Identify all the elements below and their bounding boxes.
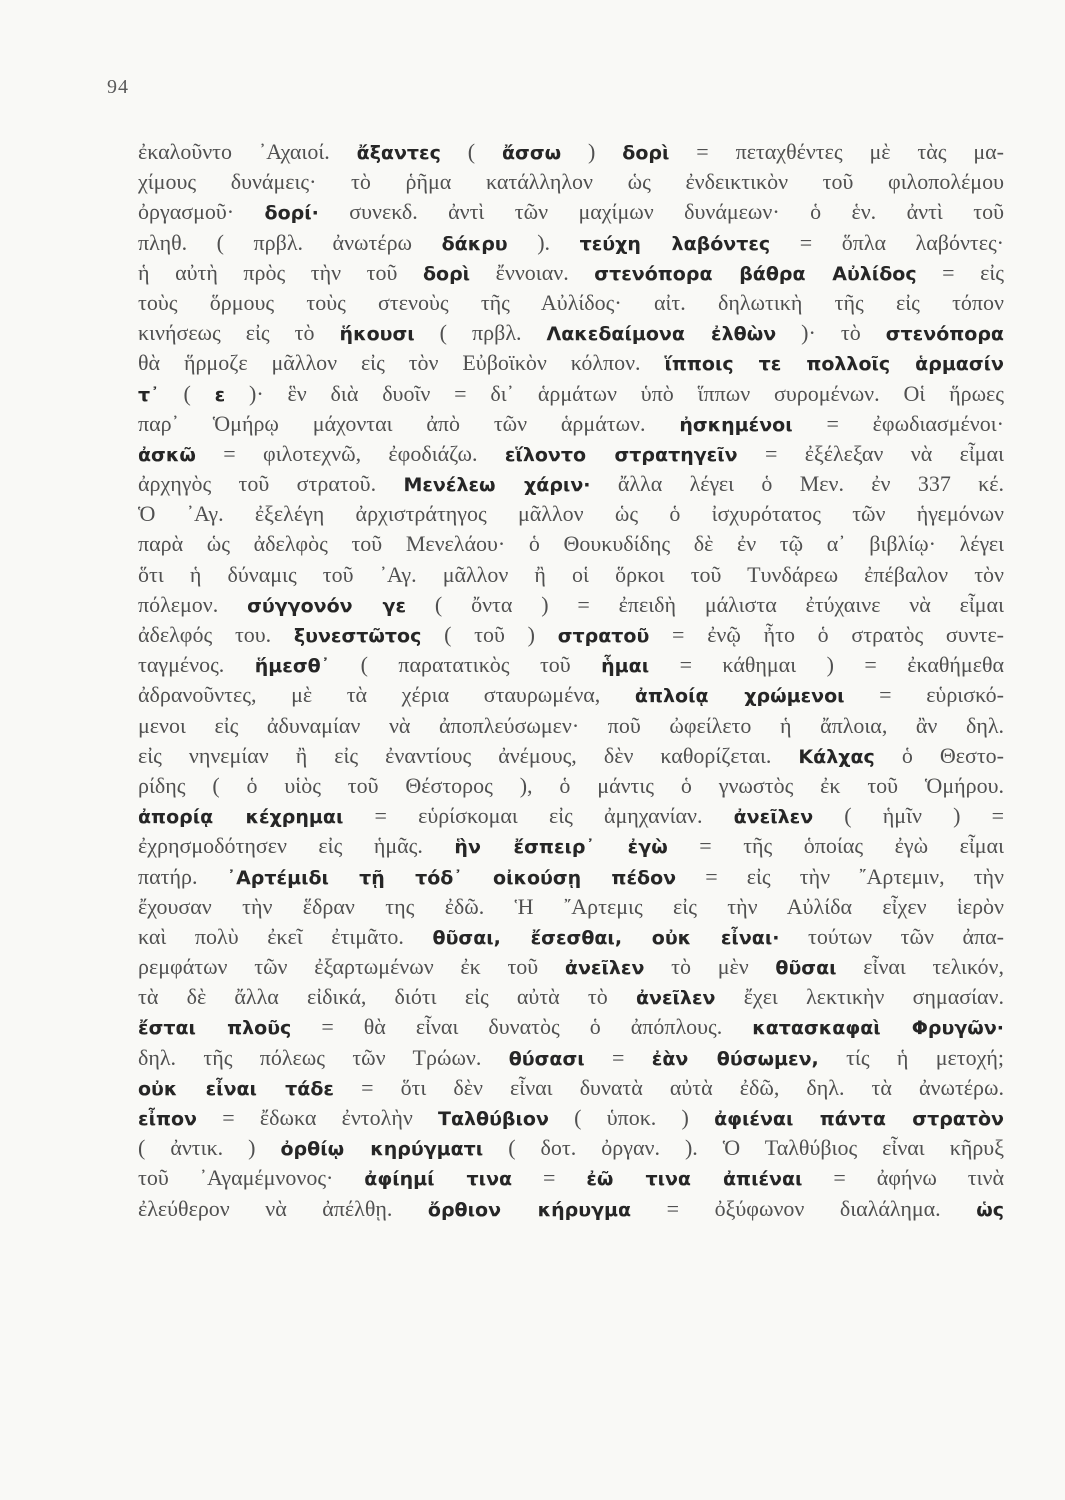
lemma-bold: θύσασι bbox=[508, 1047, 585, 1070]
text-line bbox=[138, 862, 1004, 892]
text-run: μενοι εἰς ἀδυναμίαν νὰ ἀποπλεύσωμεν· ποῦ ὠφείλετο ἡ ἄπλοια, ἂν δηλ. bbox=[138, 712, 1004, 738]
lemma-bold: θῦσαι bbox=[775, 957, 837, 980]
text-run: )· ἓν διὰ δυοῖν = δι᾽ ἁρμάτων ὑπὸ ἵππων συρομένων. Οἱ ἥρωες bbox=[225, 380, 1005, 406]
text-line bbox=[138, 167, 1004, 197]
text-line bbox=[138, 620, 1004, 650]
text-line bbox=[138, 922, 1004, 952]
text-run: ὀργασμοῦ· bbox=[138, 199, 265, 225]
text-run: ἐλεύθερον νὰ ἀπέλθῃ. bbox=[138, 1195, 428, 1221]
lemma-bold: θῦσαι, ἔσεσθαι, οὐκ εἶναι· bbox=[432, 926, 780, 949]
text-run: ἔχει λεκτικὴν σημασίαν. bbox=[715, 984, 1005, 1010]
lemma-bold: στενόπορα bbox=[885, 323, 1004, 346]
text-run: ( bbox=[159, 380, 215, 406]
text-run: τοὺς ὅρμους τοὺς στενοὺς τῆς Αὐλίδος· αἰτ. δηλωτικὴ τῆς εἰς τόπον bbox=[138, 289, 1004, 315]
text-run: = ἐνῷ ἦτο ὁ στρατὸς συντε- bbox=[649, 622, 1005, 647]
commentary-text bbox=[138, 137, 1004, 1224]
lemma-bold: κατασκαφαὶ Φρυγῶν· bbox=[752, 1017, 1004, 1040]
lemma-bold: ἀνεῖλεν bbox=[635, 987, 716, 1010]
lemma-bold: Κάλχας bbox=[798, 745, 875, 768]
text-line bbox=[138, 529, 1004, 559]
text-run: = ἐξέλεξαν νὰ εἶμαι bbox=[737, 440, 1004, 466]
text-run: = εὑρίσκομαι εἰς ἀμηχανίαν. bbox=[343, 803, 734, 829]
text-line bbox=[138, 831, 1004, 861]
text-run: ( ἡμῖν ) = bbox=[813, 803, 1005, 829]
text-line bbox=[138, 590, 1004, 620]
text-run: ἔννοιαν. bbox=[470, 259, 595, 285]
text-run: = ὅτι δὲν εἶναι δυνατὰ αὐτὰ ἐδῶ, δηλ. τὰ ἀνωτέρω. bbox=[333, 1074, 1004, 1100]
lemma-bold: εἵλοντο στρατηγεῖν bbox=[504, 443, 738, 466]
text-line bbox=[138, 1103, 1004, 1133]
text-run: = εἰς τὴν ῎Αρτεμιν, τὴν bbox=[676, 863, 1004, 889]
text-line bbox=[138, 1194, 1004, 1224]
lemma-bold: ε bbox=[214, 383, 226, 406]
text-line bbox=[138, 318, 1004, 348]
text-line bbox=[138, 680, 1004, 710]
text-run: πόλεμον. bbox=[138, 591, 248, 617]
text-line bbox=[138, 439, 1004, 469]
lemma-bold: ἄσσω bbox=[502, 142, 562, 164]
text-line bbox=[138, 711, 1004, 741]
text-run: ἀρχηγὸς τοῦ στρατοῦ. bbox=[138, 471, 404, 497]
lemma-bold: τ᾽ bbox=[138, 383, 160, 406]
text-line bbox=[138, 1073, 1004, 1103]
text-run: = τῆς ὁποίας ἐγὼ εἶμαι bbox=[667, 833, 1004, 859]
text-run: παρ᾽ Ὁμήρῳ μάχονται ἀπὸ τῶν ἁρμάτων. bbox=[138, 410, 680, 436]
lemma-bold: ἐὰν θύσωμεν, bbox=[651, 1047, 819, 1070]
text-run: πατήρ. bbox=[138, 863, 227, 889]
lemma-bold: ᾽Αρτέμιδι τῇ τόδ᾽ οἰκούσῃ πέδον bbox=[226, 866, 677, 889]
lemma-bold: ἣν ἔσπειρ᾽ ἐγὼ bbox=[454, 836, 668, 859]
text-run: εἰς νηνεμίαν ἢ εἰς ἐναντίους ἀνέμους, δὲν καθορίζεται. bbox=[138, 742, 799, 768]
lemma-bold: ἐῶ τινα ἀπιέναι bbox=[586, 1168, 803, 1191]
text-run: ἄλλα λέγει ὁ Μεν. ἐν 337 κέ. bbox=[590, 471, 1004, 497]
text-run: καὶ πολὺ ἐκεῖ ἐτιμᾶτο. bbox=[138, 923, 433, 949]
lemma-bold: Ταλθύβιον bbox=[438, 1108, 549, 1130]
text-line bbox=[138, 499, 1004, 529]
lemma-bold: ἀφιέναι πάντα στρατὸν bbox=[714, 1108, 1004, 1130]
text-run: ἔχουσαν τὴν ἕδραν της ἐδῶ. Ἡ ῎Αρτεμις εἰς τὴν Αὐλίδα εἶχεν ἱερὸν bbox=[138, 893, 1004, 919]
lemma-bold: δορί· bbox=[264, 202, 319, 225]
lemma-bold: δάκρυ bbox=[441, 232, 508, 255]
text-run: = ὅπλα λαβόντες· bbox=[770, 229, 1005, 255]
text-line bbox=[138, 741, 1004, 771]
text-run: = ἐφωδιασμένοι· bbox=[792, 410, 1004, 436]
lemma-bold: δορὶ bbox=[422, 262, 471, 285]
lemma-bold: ἥκουσι bbox=[339, 323, 415, 346]
lemma-bold: ἀπορίᾳ κέχρημαι bbox=[138, 806, 344, 829]
text-run: ( τοῦ ) bbox=[421, 622, 558, 647]
text-line bbox=[138, 1043, 1004, 1073]
lemma-bold: σύγγονόν γε bbox=[247, 594, 407, 617]
lemma-bold: ἀνεῖλεν bbox=[564, 957, 645, 980]
text-run: ( bbox=[440, 139, 502, 164]
text-run: κινήσεως εἰς τὸ bbox=[138, 320, 340, 346]
text-run: ἡ αὐτὴ πρὸς τὴν τοῦ bbox=[138, 259, 423, 285]
lemma-bold: ἀπλοίᾳ χρώμενοι bbox=[634, 685, 845, 708]
text-line bbox=[138, 409, 1004, 439]
text-line bbox=[138, 801, 1004, 831]
text-line bbox=[138, 560, 1004, 590]
text-run: ρεμφάτων τῶν ἐξαρτωμένων ἐκ τοῦ bbox=[138, 954, 565, 980]
text-run: = θὰ εἶναι δυνατὸς ὁ ἀπόπλους. bbox=[291, 1014, 753, 1040]
text-line bbox=[138, 982, 1004, 1012]
text-run: ( πρβλ. bbox=[414, 320, 547, 346]
text-run: ἀδελφός του. bbox=[138, 622, 294, 647]
text-run: ) bbox=[561, 139, 623, 164]
text-run: = ἔδωκα ἐντολὴν bbox=[197, 1105, 438, 1130]
lemma-bold: ἠσκημένοι bbox=[679, 413, 793, 436]
lemma-bold: Λακεδαίμονα ἐλθὼν bbox=[546, 323, 777, 346]
text-run: τούτων τῶν ἀπα- bbox=[779, 923, 1004, 949]
text-line bbox=[138, 771, 1004, 801]
text-run: δηλ. τῆς πόλεως τῶν Τρώων. bbox=[138, 1044, 509, 1070]
text-line bbox=[138, 892, 1004, 922]
text-run: Ὁ ᾽Αγ. ἐξελέγη ἀρχιστράτηγος μᾶλλον ὡς ὁ ἰσχυρότατος τῶν ἡγεμόνων bbox=[138, 501, 1004, 527]
text-line bbox=[138, 1012, 1004, 1042]
text-run: ἐκαλοῦντο ᾽Αχαιοί. bbox=[138, 139, 357, 164]
lemma-bold: ἀφίημί τινα bbox=[364, 1168, 513, 1191]
text-line bbox=[138, 197, 1004, 227]
text-line bbox=[138, 379, 1004, 409]
text-run: τὰ δὲ ἄλλα εἰδικά, διότι εἰς αὐτὰ τὸ bbox=[138, 984, 636, 1010]
text-run: ρίδης ( ὁ υἱὸς τοῦ Θέστορος ), ὁ μάντις ὁ γνωστὸς ἐκ τοῦ Ὁμήρου. bbox=[138, 772, 1004, 798]
text-run: ἀδρανοῦντες, μὲ τὰ χέρια σταυρωμένα, bbox=[138, 682, 635, 708]
lemma-bold: εἶπον bbox=[138, 1108, 198, 1130]
text-run: συνεκδ. ἀντὶ τῶν μαχίμων δυνάμεων· ὁ ἑν. ἀντὶ τοῦ bbox=[318, 199, 1004, 225]
lemma-bold: ὀρθίῳ κηρύγματι bbox=[280, 1138, 484, 1161]
text-run: = ὀξύφωνον διαλάλημα. bbox=[631, 1195, 977, 1221]
text-run: τίς ἡ μετοχή; bbox=[818, 1044, 1005, 1070]
lemma-bold: ἄξαντες bbox=[356, 142, 441, 164]
lemma-bold: ὡς bbox=[976, 1198, 1004, 1221]
lemma-bold: Μενέλεω χάριν· bbox=[403, 474, 591, 497]
text-run: εἶναι τελικόν, bbox=[836, 954, 1004, 980]
text-run: ( ὄντα ) = ἐπειδὴ μάλιστα ἐτύχαινε νὰ εἶμαι bbox=[406, 591, 1004, 617]
text-line bbox=[138, 258, 1004, 288]
lemma-bold: στενόπορα βάθρα Αὐλίδος bbox=[594, 262, 917, 285]
lemma-bold: στρατοῦ bbox=[557, 625, 650, 647]
text-run: ( παρατατικὸς τοῦ bbox=[330, 652, 602, 678]
text-run: χίμους δυνάμεις· τὸ ῥῆμα κατάλληλον ὡς ἐνδεικτικὸν τοῦ φιλοπολέμου bbox=[138, 169, 1004, 195]
text-run: = bbox=[512, 1165, 587, 1191]
text-run: ( ἀντικ. ) bbox=[138, 1135, 281, 1161]
text-run: πληθ. ( πρβλ. ἀνωτέρω bbox=[138, 229, 442, 255]
text-run: θὰ ἥρμοζε μᾶλλον εἰς τὸν Εὐβοϊκὸν κόλπον. bbox=[138, 350, 665, 376]
text-run: παρὰ ὡς ἀδελφὸς τοῦ Μενελάου· ὁ Θουκυδίδης δὲ ἐν τῷ α᾽ βιβλίῳ· λέγει bbox=[138, 531, 1004, 557]
text-run: = ἀφήνω τινὰ bbox=[802, 1165, 1005, 1191]
text-run: = πεταχθέντες μὲ τὰς μα- bbox=[669, 139, 1005, 164]
text-line bbox=[138, 228, 1004, 258]
text-run: ἐχρησμοδότησεν εἰς ἡμᾶς. bbox=[138, 833, 455, 859]
text-run: τὸ μὲν bbox=[644, 954, 776, 980]
text-run: = κάθημαι ) = ἐκαθήμεθα bbox=[649, 652, 1005, 678]
lemma-bold: οὐκ εἶναι τάδε bbox=[138, 1077, 334, 1100]
text-line bbox=[138, 348, 1004, 378]
text-line bbox=[138, 288, 1004, 318]
lemma-bold: τεύχη λαβόντες bbox=[579, 232, 771, 255]
text-run: = φιλοτεχνῶ, ἐφοδιάζω. bbox=[195, 440, 505, 466]
text-run: ὁ Θεστο- bbox=[874, 742, 1004, 768]
text-run: ( ὑποκ. ) bbox=[548, 1105, 715, 1130]
lemma-bold: ξυνεστῶτος bbox=[293, 625, 422, 647]
text-line bbox=[138, 137, 1004, 167]
text-run: ). bbox=[507, 229, 580, 255]
text-run: ( δοτ. ὀργαν. ). Ὁ Ταλθύβιος εἶναι κῆρυξ bbox=[483, 1135, 1005, 1161]
text-run: )· τὸ bbox=[776, 320, 886, 346]
text-line bbox=[138, 1163, 1004, 1193]
lemma-bold: δορὶ bbox=[622, 142, 670, 164]
text-line bbox=[138, 650, 1004, 680]
text-run: ὅτι ἡ δύναμις τοῦ ᾽Αγ. μᾶλλον ἢ οἱ ὅρκοι τοῦ Τυνδάρεω ἐπέβαλον τὸν bbox=[138, 561, 1004, 587]
lemma-bold: ἔσται πλοῦς bbox=[138, 1017, 292, 1040]
lemma-bold: ἵπποις τε πολλοῖς ἁρμασίν bbox=[664, 353, 1004, 376]
text-run: = bbox=[584, 1044, 652, 1070]
text-run: = εἰς bbox=[916, 259, 1005, 285]
page-number: 94 bbox=[107, 76, 129, 98]
lemma-bold: ἀσκῶ bbox=[138, 443, 196, 466]
text-run: τοῦ ᾽Αγαμέμνονος· bbox=[138, 1165, 365, 1191]
lemma-bold: ὄρθιον κήρυγμα bbox=[427, 1198, 632, 1221]
lemma-bold: ἀνεῖλεν bbox=[733, 806, 814, 829]
text-line bbox=[138, 1133, 1004, 1163]
text-line bbox=[138, 952, 1004, 982]
text-run: ταγμένος. bbox=[138, 652, 255, 678]
lemma-bold: ἥμεσθ᾽ bbox=[254, 655, 331, 678]
text-line bbox=[138, 469, 1004, 499]
text-run: = εὑρισκό- bbox=[844, 682, 1005, 708]
lemma-bold: ἧμαι bbox=[601, 655, 650, 678]
